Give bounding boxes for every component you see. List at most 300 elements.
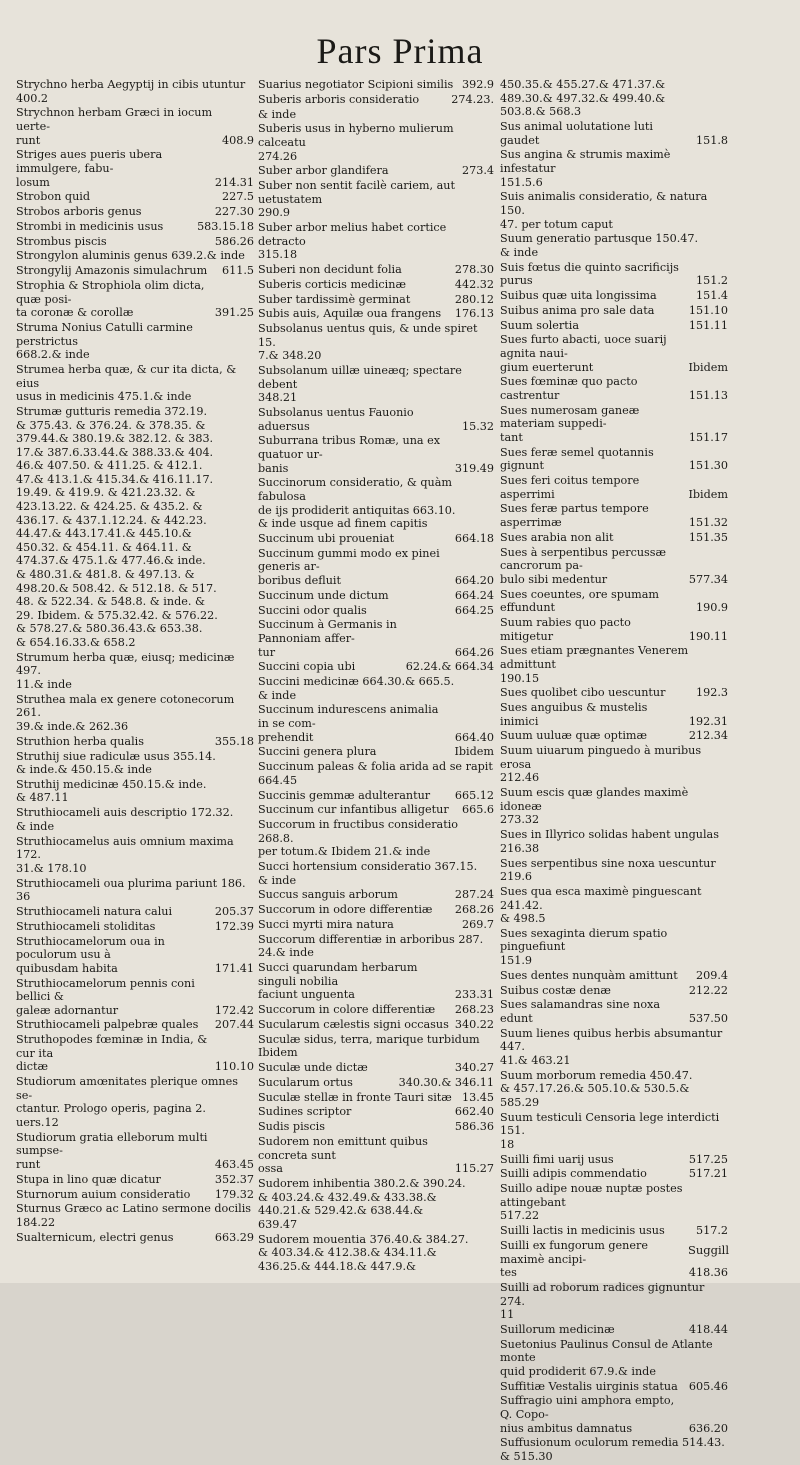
index-entry-term: Strongylij Amazonis simulachrum xyxy=(16,264,208,278)
index-entry xyxy=(258,532,494,546)
index-entry-term: Studiorum amœnitates plerique omnes se- ctantur. Prologo operis, pagina 2. uers.12 xyxy=(16,1075,239,1129)
index-entry xyxy=(500,701,728,728)
index-entry xyxy=(258,1233,494,1274)
index-entry-term: Succini copia ubi xyxy=(258,660,356,674)
index-entry xyxy=(500,1436,728,1463)
index-entry-reference: 664.24 xyxy=(454,588,494,602)
index-entry xyxy=(16,877,254,904)
index-entry-term: Sus animal uolutatione luti gaudet xyxy=(500,119,653,147)
index-entry-term: Subis auis, Aquilæ oua frangens xyxy=(258,307,442,321)
index-entry xyxy=(258,307,494,321)
index-entry-term: Succinorum consideratio, & quàm fabulosa de ijs prodiderit antiquitas 663.10. & inde usque ad finem capitis xyxy=(258,476,456,531)
index-entry-reference: 586.26 xyxy=(214,234,254,248)
index-entry xyxy=(500,1167,728,1181)
index-entry-term: Strophia & Strophiola olim dicta, quæ posi- ta coronæ & corollæ xyxy=(16,279,205,320)
index-entry-reference: 13.45 xyxy=(461,1090,494,1104)
index-entry-term: Suffitiæ Vestalis uirginis statua xyxy=(500,1379,678,1393)
index-entry-reference: 517.21 xyxy=(688,1167,728,1181)
index-entry-reference: 227.5 xyxy=(221,190,254,204)
index-entry-term: Sues feræ semel quotannis gignunt xyxy=(500,445,654,473)
index-column-1 xyxy=(16,78,254,1245)
index-entry-reference: 664.18 xyxy=(454,532,494,545)
index-entry-reference: 664.26 xyxy=(454,645,494,659)
index-entry-reference: 517.25 xyxy=(688,1152,728,1166)
index-entry-term: Suum rabies quo pacto mitigetur xyxy=(500,615,631,643)
index-entry-term: Sucularum ortus xyxy=(258,1075,353,1089)
index-entry-reference: 214.31 xyxy=(214,175,254,189)
index-entry-term: Struthiocameli oua plurima pariunt 186. 36 xyxy=(16,876,246,904)
index-entry-term: Sues dentes nunquàm amittunt xyxy=(500,968,678,982)
index-entry-term: Strombi in medicinis usus xyxy=(16,219,164,233)
index-entry-reference: 583.15.18 xyxy=(197,219,254,233)
index-entry-term: Sudorem mouentia 376.40.& 384.27. & 403.34.& 412.38.& 434.11.& 436.25.& 444.18.& 447.9.& xyxy=(258,1232,469,1273)
index-entry xyxy=(16,920,254,934)
index-entry-reference: 577.34 xyxy=(688,572,728,586)
index-entry-reference: 15.32 xyxy=(461,419,494,433)
index-entry xyxy=(258,434,494,475)
index-entry-term: Subsolanus uentus Fauonio aduersus xyxy=(258,406,414,433)
index-entry xyxy=(258,903,494,917)
index-entry xyxy=(500,232,728,259)
index-entry xyxy=(258,278,494,292)
index-entry-term: Strobos arboris genus xyxy=(16,205,142,219)
index-entry-reference: 665.12 xyxy=(454,788,494,802)
index-entry xyxy=(16,106,254,147)
index-entry-term: Strobon quid xyxy=(16,190,91,204)
index-entry-term: Sues furto abacti, uoce suarij agnita naui- gium euerterunt xyxy=(500,333,667,374)
index-entry-term: Sturnorum auium consideratio xyxy=(16,1187,191,1201)
index-entry-term: Struthopodes fœminæ in India, & cur ita dictæ xyxy=(16,1033,208,1074)
index-entry-term: Suum morborum remedia 450.47. & 457.17.26.& 505.10.& 530.5.& 585.29 xyxy=(500,1068,693,1109)
index-entry xyxy=(258,221,494,262)
index-entry-reference: 227.30 xyxy=(214,205,254,219)
index-entry-term: Succorum in colore differentiæ xyxy=(258,1003,436,1017)
index-entry xyxy=(258,818,494,859)
index-entry-term: & inde xyxy=(258,107,297,121)
index-entry xyxy=(500,531,728,545)
index-entry-term: Succinum indurescens animalia in se com- prehendit xyxy=(258,703,439,744)
index-entry xyxy=(500,616,728,643)
index-entry-reference: 391.25 xyxy=(214,306,254,320)
index-entry-term: Suum testiculi Censoria lege interdicti 151. 18 xyxy=(500,1110,720,1151)
index-entry xyxy=(500,446,728,473)
index-entry xyxy=(258,1018,494,1032)
index-entry-term: Struthiocamelus auis omnium maxima 172. 31.& 178.10 xyxy=(16,834,234,875)
index-entry-reference: 151.35 xyxy=(688,530,728,544)
index-entry xyxy=(258,1076,494,1090)
index-entry xyxy=(258,364,494,405)
index-entry xyxy=(258,164,494,178)
index-entry-term: Succinum unde dictum xyxy=(258,588,389,602)
index-entry-term: Suarius negotiator Scipioni similis xyxy=(258,78,454,91)
index-entry-reference: 151.10 xyxy=(688,303,728,317)
index-entry-reference: 662.40 xyxy=(454,1105,494,1119)
index-entry-term: Succinum ubi proueniat xyxy=(258,532,395,545)
index-entry-term: Stupa in lino quæ dicatur xyxy=(16,1172,161,1186)
index-entry-reference: 408.9 xyxy=(221,133,254,147)
index-entry-term: Succi quarundam herbarum singuli nobilia faciunt unguenta xyxy=(258,961,418,1002)
index-entry-reference: 62.24.& 664.34 xyxy=(405,660,494,674)
index-entry xyxy=(500,885,728,926)
index-entry xyxy=(258,322,494,363)
index-entry-reference: 176.13 xyxy=(454,307,494,321)
index-entry xyxy=(258,1135,494,1176)
index-entry xyxy=(500,1380,728,1394)
index-entry-term: Suilli adipis commendatio xyxy=(500,1167,647,1181)
index-entry xyxy=(16,78,254,105)
index-entry-term: Suculæ sidus, terra, marique turbidum Ibidem xyxy=(258,1032,480,1060)
index-entry-term: Strumum herba quæ, eiusq; medicinæ 497. 11.& inde xyxy=(16,650,235,691)
index-entry-term: Subsolanus uentus quis, & unde spiret 15. 7.& 348.20 xyxy=(258,322,478,363)
index-entry-term: 450.35.& 455.27.& 471.37.& 489.30.& 497.32.& 499.40.& 503.8.& 568.3 xyxy=(500,78,666,119)
index-entry xyxy=(500,502,728,529)
index-entry xyxy=(16,778,254,805)
index-entry-term: Succini odor qualis xyxy=(258,603,367,617)
index-entry-term: Sudines scriptor xyxy=(258,1105,352,1119)
index-entry-term: Struthiocameli natura calui xyxy=(16,904,173,918)
index-entry xyxy=(500,148,728,189)
index-entry-reference: 171.41 xyxy=(214,961,254,975)
index-entry xyxy=(16,363,254,404)
index-entry-term: Strychnon herbam Græci in iocum uerte- runt xyxy=(16,106,213,147)
index-entry-reference: 392.9 xyxy=(461,78,494,91)
index-entry xyxy=(258,1033,494,1060)
index-entry-term: Sues arabia non alit xyxy=(500,530,614,544)
index-entry-term: Sues quolibet cibo uescuntur xyxy=(500,686,666,700)
index-entry xyxy=(258,675,494,702)
index-entry-reference: 319.49 xyxy=(454,461,494,475)
index-entry-reference: 151.32 xyxy=(688,516,728,530)
index-entry-reference: 418.36 xyxy=(688,1266,728,1280)
index-entry-reference: Ibidem xyxy=(688,487,728,501)
index-entry-term: Suum uuluæ quæ optimæ xyxy=(500,729,648,743)
index-entry-term: Sues salamandras sine noxa edunt xyxy=(500,998,661,1025)
index-entry-term: Suum solertia xyxy=(500,318,580,332)
index-entry-term: Succorum in odore differentiæ xyxy=(258,903,433,917)
index-entry xyxy=(500,729,728,743)
index-entry xyxy=(258,263,494,277)
index-entry xyxy=(258,108,494,122)
index-entry-term: Struma Nonius Catulli carmine perstrictus 668.2.& inde xyxy=(16,320,193,362)
catchword: Suggill xyxy=(688,1243,730,1257)
index-entry xyxy=(16,405,254,650)
index-entry-reference: 268.26 xyxy=(454,903,494,917)
index-entry xyxy=(500,333,728,374)
index-entry xyxy=(258,760,494,787)
index-entry-reference: 110.10 xyxy=(214,1060,254,1074)
index-entry-reference: 212.34 xyxy=(688,729,728,743)
index-entry-reference: 207.44 xyxy=(214,1018,254,1032)
index-entry xyxy=(258,93,494,107)
index-entry xyxy=(500,190,728,231)
index-entry xyxy=(500,984,728,998)
index-entry-term: Suum escis quæ glandes maximè idoneæ 273.32 xyxy=(500,786,689,827)
index-entry-term: Suffragio uini amphora empto, Q. Copo- nius ambitus damnatus xyxy=(500,1394,675,1435)
index-entry xyxy=(500,1394,728,1435)
index-entry xyxy=(16,1188,254,1202)
index-entry xyxy=(500,686,728,700)
index-entry-reference: 172.42 xyxy=(214,1003,254,1017)
index-entry-term: Suculæ stellæ in fronte Tauri sitæ xyxy=(258,1090,452,1104)
index-entry-term: Succinum à Germanis in Pannoniam affer- tur xyxy=(258,618,397,659)
index-entry-term: Strongylon aluminis genus 639.2.& inde xyxy=(16,249,245,263)
index-entry xyxy=(258,1105,494,1119)
index-entry xyxy=(500,120,728,147)
index-entry xyxy=(500,927,728,968)
index-entry-reference: 636.20 xyxy=(688,1421,728,1435)
index-entry xyxy=(258,604,494,618)
index-entry-term: Succinum gummi modo ex pinei generis ar- boribus defluit xyxy=(258,546,440,587)
index-entry xyxy=(258,789,494,803)
index-entry-term: Suberi non decidunt folia xyxy=(258,263,402,277)
index-entry-term: Sues anguibus & mustelis inimici xyxy=(500,701,648,728)
index-entry-reference: 663.29 xyxy=(214,1230,254,1244)
index-entry-term: Sues feri coitus tempore asperrimi xyxy=(500,474,640,501)
index-entry xyxy=(16,806,254,833)
index-entry-term: Sualternicum, electri genus xyxy=(16,1230,174,1244)
index-entry-term: Suber arbor melius habet cortice detracto 315.18 xyxy=(258,221,447,262)
index-entry-term: Sudis piscis xyxy=(258,1120,325,1134)
index-entry-reference: 233.31 xyxy=(454,988,494,1002)
index-entry xyxy=(258,860,494,887)
index-entry-term: Suilli fimi uarij usus xyxy=(500,1152,614,1166)
index-entry-term: Succinum paleas & folia arida ad se rapit 664.45 xyxy=(258,760,493,787)
index-entry xyxy=(258,122,494,163)
index-entry xyxy=(16,264,254,278)
index-entry xyxy=(258,547,494,588)
index-entry-term: Suberis arboris consideratio xyxy=(258,92,420,106)
index-entry-term: Sues in Illyrico solidas habent ungulas 216.38 xyxy=(500,828,719,855)
index-entry-term: Suber tardissimè germinat xyxy=(258,292,411,306)
index-entry-reference: 205.37 xyxy=(214,904,254,918)
index-entry xyxy=(16,1202,254,1229)
index-entry-term: Struthea mala ex genere cotonecorum 261. 39.& inde.& 262.36 xyxy=(16,692,235,733)
index-entry-term: Succini genera plura xyxy=(258,745,377,759)
index-entry-term: Struthiocamelorum oua in poculorum usu à quibusdam habita xyxy=(16,934,165,975)
index-entry xyxy=(16,1033,254,1074)
index-entry-reference: 212.22 xyxy=(688,983,728,997)
index-entry xyxy=(500,1111,728,1152)
index-entry xyxy=(500,404,728,445)
index-entry-term: Suum uiuarum pinguedo à muribus erosa 212.46 xyxy=(500,744,702,785)
index-entry-term: Suber arbor glandifera xyxy=(258,164,389,178)
index-entry-reference: 611.5 xyxy=(221,264,254,278)
index-entry-term: Strumea herba quæ, & cur ita dicta, & eius usus in medicinis 475.1.& inde xyxy=(16,362,237,404)
index-entry-reference: 442.32 xyxy=(454,277,494,291)
index-entry-reference: 274.23. xyxy=(451,92,494,106)
index-entry xyxy=(258,476,494,530)
index-entry xyxy=(16,321,254,362)
index-entry-term: Strychno herba Aegyptij in cibis utuntur 400.2 xyxy=(16,78,246,105)
index-entry-reference: 664.20 xyxy=(454,573,494,587)
index-entry xyxy=(16,205,254,219)
index-entry xyxy=(258,888,494,902)
index-entry xyxy=(500,1182,728,1223)
index-entry xyxy=(500,474,728,501)
index-entry xyxy=(500,375,728,402)
index-entry-reference: 287.24 xyxy=(454,888,494,902)
index-entry xyxy=(16,651,254,692)
index-entry-term: Sudorem non emittunt quibus concreta sunt ossa xyxy=(258,1135,428,1176)
index-entry-term: Suberis usus in hyberno mulierum calceatu 274.26 xyxy=(258,122,454,163)
index-entry xyxy=(500,969,728,983)
index-entry xyxy=(500,1281,728,1322)
index-entry-term: Sues numerosam ganeæ materiam suppedi- tant xyxy=(500,403,640,444)
index-entry xyxy=(258,918,494,932)
index-entry-term: Sucularum cælestis signi occasus xyxy=(258,1017,449,1031)
index-entry-reference: 280.12 xyxy=(454,292,494,306)
index-entry-term: Striges aues pueris ubera immulgere, fabu- losum xyxy=(16,148,163,189)
index-entry-term: Suburrana tribus Romæ, una ex quatuor ur- banis xyxy=(258,434,441,475)
index-entry-term: Suffusionum oculorum remedia 514.43. & 515.30 xyxy=(500,1436,725,1464)
index-entry xyxy=(258,78,494,92)
index-entry-reference: 190.9 xyxy=(695,601,728,615)
index-entry xyxy=(500,546,728,587)
index-entry xyxy=(16,190,254,204)
index-entry-reference: 352.37 xyxy=(214,1172,254,1186)
index-entry xyxy=(16,735,254,749)
index-entry-term: Strumæ gutturis remedia 372.19. & 375.43. & 376.24. & 378.35. & 379.44.& 380.19.& 382.12. & 383. 17.& 387.6.33.44.& 388.33.& 404. 46.& 407.50. & 411.25. & 412.1. 47.& 413.1.& 415.34.& 416.11.17. 19.49. & 419.9. & 421.23.32. & 423.13.22. & 424.25. & 435.2. & 436.17. & 437.1.12.24. & 442.23. 44.47.& 443.17.41.& 445.10.& 450.32. & 454.11. & 464.11. & 474.37.& 475.1.& 477.46.& inde. & 480.31.& 481.8. & 497.13. & 498.20.& 508.42. & 512.18. & 517. 48. & 522.34. & 548.8. & inde. & 29. Ibidem. & 575.32.42. & 576.22. & 578.27.& 580.36.43.& 653.38. & 654.16.33.& 658.2 xyxy=(16,404,218,649)
index-entry-term: Succinum cur infantibus alligetur xyxy=(258,803,449,817)
index-entry-term: Struthiocameli stoliditas xyxy=(16,919,156,933)
index-entry-reference: 273.4 xyxy=(461,164,494,178)
index-entry-term: Suilli lactis in medicinis usus xyxy=(500,1224,665,1238)
index-entry-term: Suibus anima pro sale data xyxy=(500,303,655,317)
index-entry-reference: 192.31 xyxy=(688,714,728,728)
index-entry-term: Suis animalis consideratio, & natura 150. 47. per totum caput xyxy=(500,190,708,231)
index-entry-term: Suilli ad roborum radices gignuntur 274. 11 xyxy=(500,1280,705,1322)
index-entry-reference: 418.44 xyxy=(688,1322,728,1336)
index-entry-reference: 179.32 xyxy=(214,1187,254,1201)
index-entry xyxy=(16,1131,254,1172)
index-entry-term: Struthij siue radiculæ usus 355.14. & inde.& 450.15.& inde xyxy=(16,749,216,777)
page-title: Pars Prima xyxy=(316,31,484,71)
index-entry xyxy=(16,935,254,976)
index-entry-reference: 192.3 xyxy=(695,686,728,700)
index-entry-term: Succus sanguis arborum xyxy=(258,888,398,902)
index-entry xyxy=(500,644,728,685)
index-entry-term: Strombus piscis xyxy=(16,234,107,248)
index-entry xyxy=(500,289,728,303)
index-entry-term: Suillo adipe nouæ nuptæ postes attingebant 517.22 xyxy=(500,1182,683,1223)
index-entry xyxy=(500,828,728,855)
index-entry xyxy=(16,220,254,234)
index-entry-reference: 517.2 xyxy=(695,1224,728,1238)
index-entry-term: Suetonius Paulinus Consul de Atlante monte quid prodiderit 67.9.& inde xyxy=(500,1337,713,1378)
index-entry-term: Suibus costæ denæ xyxy=(500,983,611,997)
index-entry xyxy=(16,235,254,249)
index-entry xyxy=(16,750,254,777)
index-entry-term: Sturnus Græco ac Latino sermone docilis 184.22 xyxy=(16,1202,252,1229)
index-entry xyxy=(500,1224,728,1238)
index-entry-term: Succorum differentiæ in arboribus 287. 24.& inde xyxy=(258,932,484,960)
index-entry-term: Suibus quæ uita longissima xyxy=(500,289,657,303)
index-entry-term: Suillorum medicinæ xyxy=(500,1322,615,1336)
index-entry-reference: Ibidem xyxy=(454,745,494,759)
index-entry-reference: 605.46 xyxy=(688,1379,728,1393)
index-entry-term: Struthiocamelorum pennis coni bellici & galeæ adornantur xyxy=(16,976,195,1017)
index-entry-reference: 209.4 xyxy=(695,968,728,982)
index-entry xyxy=(258,293,494,307)
index-entry-term: Succini medicinæ 664.30.& 665.5. & inde xyxy=(258,675,455,702)
index-entry xyxy=(16,279,254,320)
index-entry-term: Sues coeuntes, ore spumam effundunt xyxy=(500,587,660,615)
index-entry-reference: 269.7 xyxy=(461,918,494,932)
index-entry xyxy=(500,1323,728,1337)
index-entry-reference: 463.45 xyxy=(214,1157,254,1171)
index-entry xyxy=(258,618,494,659)
index-entry xyxy=(258,1003,494,1017)
index-entry-reference: 151.4 xyxy=(695,289,728,303)
index-entry xyxy=(500,1069,728,1110)
index-entry-reference: 172.39 xyxy=(214,919,254,933)
index-entry-term: Suum lienes quibus herbis absumantur 447. 41.& 463.21 xyxy=(500,1026,723,1067)
index-entry-reference: 664.25 xyxy=(454,603,494,617)
index-column-2 xyxy=(258,78,494,1275)
index-entry-term: Studiorum gratia elleborum multi sumpse- runt xyxy=(16,1130,208,1171)
index-entry xyxy=(500,998,728,1025)
index-entry-term: Suberis corticis medicinæ xyxy=(258,277,406,291)
index-entry-reference: 355.18 xyxy=(214,734,254,748)
index-entry-reference: Ibidem xyxy=(688,360,728,374)
index-entry-term: Struthiocameli palpebræ quales xyxy=(16,1018,199,1032)
index-entry xyxy=(16,1173,254,1187)
index-entry xyxy=(500,786,728,827)
index-entry-term: Subsolanum uillæ uineæq; spectare debent 348.21 xyxy=(258,364,462,405)
index-entry xyxy=(258,803,494,817)
index-entry-term: Sues etiam prægnantes Venerem admittunt 190.15 xyxy=(500,644,689,685)
index-entry xyxy=(16,835,254,876)
index-entry-term: Sues fœminæ quo pacto castrentur xyxy=(500,375,638,402)
index-entry-reference: 340.30.& 346.11 xyxy=(398,1075,494,1089)
index-entry-term: Sues feræ partus tempore asperrimæ xyxy=(500,502,649,530)
index-entry xyxy=(16,905,254,919)
index-entry xyxy=(16,1018,254,1032)
index-entry xyxy=(500,304,728,318)
index-entry-term: Succorum in fructibus consideratio 268.8. per totum.& Ibidem 21.& inde xyxy=(258,818,459,859)
index-entry-reference: 664.40 xyxy=(454,730,494,744)
index-entry xyxy=(500,1027,728,1068)
index-entry-reference: 115.27 xyxy=(454,1162,494,1176)
index-entry-term: Suis fœtus die quinto sacrificijs purus xyxy=(500,260,679,288)
index-entry-reference: 151.11 xyxy=(688,318,728,332)
index-entry xyxy=(258,745,494,759)
index-entry xyxy=(258,1120,494,1134)
index-entry xyxy=(500,261,728,288)
index-entry-term: Sues à serpentibus percussæ cancrorum pa- bulo sibi medentur xyxy=(500,545,667,586)
index-entry-term: Succinis gemmæ adulterantur xyxy=(258,788,431,802)
index-entry-term: Suilli ex fungorum genere maximè ancipi- tes xyxy=(500,1239,648,1280)
index-entry-term: Succi hortensium consideratio 367.15. & inde xyxy=(258,860,478,887)
index-entry-reference: 151.2 xyxy=(695,274,728,288)
index-entry xyxy=(500,744,728,785)
index-entry-term: Suum generatio partusque 150.47. & inde xyxy=(500,232,699,259)
index-entry-reference: 665.6 xyxy=(461,803,494,817)
index-entry-term: Sues qua esca maximè pinguescant 241.42. & 498.5 xyxy=(500,884,702,926)
index-entry xyxy=(258,703,494,744)
index-entry xyxy=(16,1075,254,1129)
index-entry-reference: 151.13 xyxy=(688,388,728,402)
index-entry-term: Succi myrti mira natura xyxy=(258,918,394,932)
index-entry-reference: 190.11 xyxy=(688,629,728,643)
index-entry xyxy=(258,660,494,674)
index-entry-term: Sues sexaginta dierum spatio pinguefiunt 151.9 xyxy=(500,926,668,968)
index-entry-reference: 151.17 xyxy=(688,430,728,444)
index-entry xyxy=(16,977,254,1018)
index-entry xyxy=(16,693,254,734)
index-entry-term: Struthiocameli auis descriptio 172.32. & inde xyxy=(16,806,234,833)
index-entry-reference: 537.50 xyxy=(688,1012,728,1025)
